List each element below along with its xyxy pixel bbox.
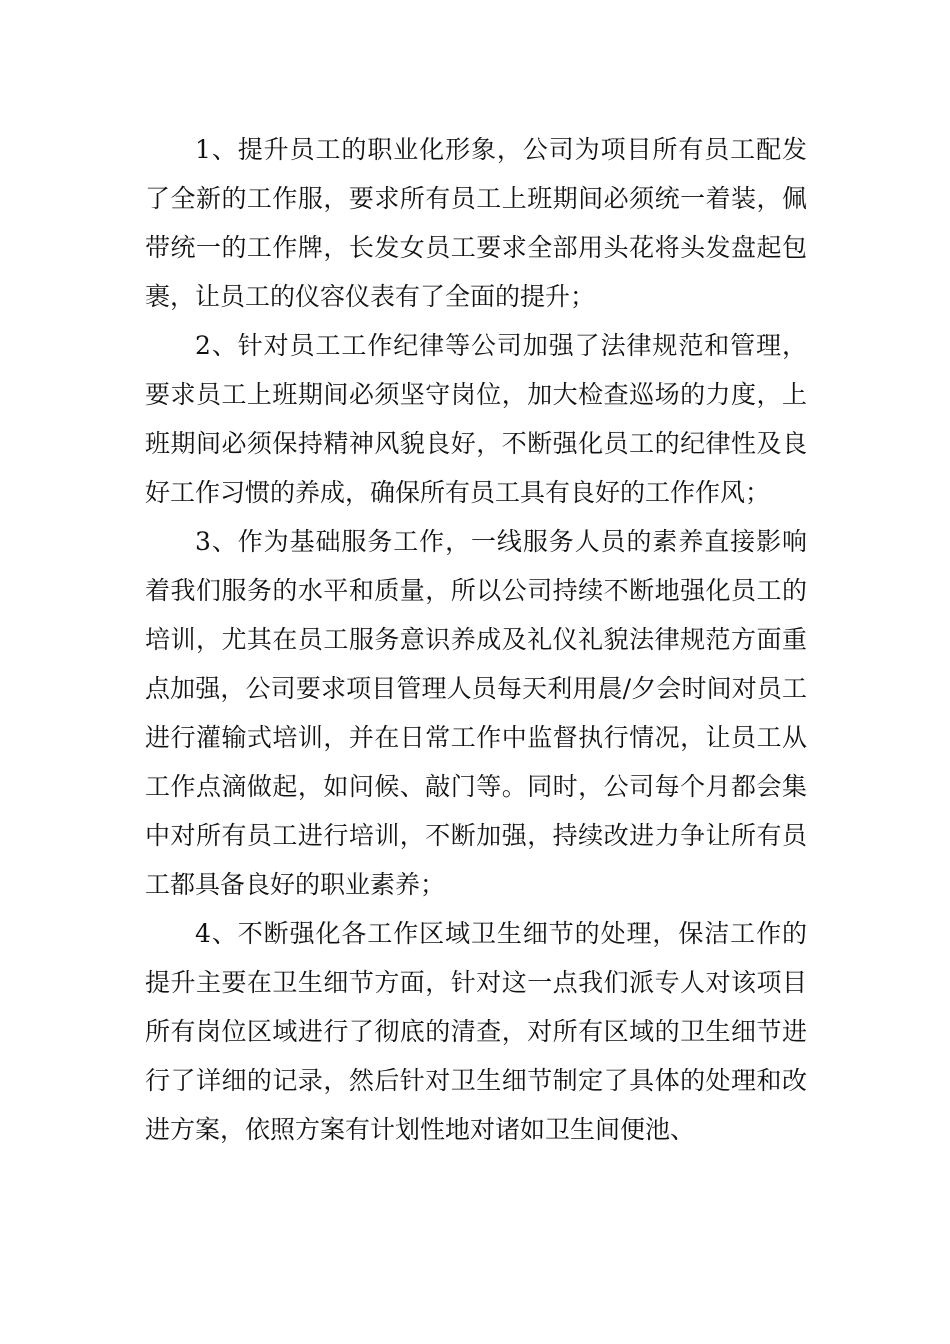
paragraph-4: 4、不断强化各工作区域卫生细节的处理，保洁工作的提升主要在卫生细节方面，针对这一点我们派专人对该项目所有岗位区域进行了彻底的清查，对所有区域的卫生细节进行了详细的记录，然后针对卫生细节制定了具体的处理和改进方案，依照方案有计划性地对诸如卫生间便池、 — [145, 919, 807, 1144]
document-body — [145, 125, 807, 1154]
paragraph-1: 1、提升员工的职业化形象，公司为项目所有员工配发了全新的工作服，要求所有员工上班期间必须统一着装，佩带统一的工作牌，长发女员工要求全部用头花将头发盘起包裹，让员工的仪容仪表有了全面的提升； — [145, 135, 807, 311]
paragraph-3: 3、作为基础服务工作，一线服务人员的素养直接影响着我们服务的水平和质量，所以公司持续不断地强化员工的培训，尤其在员工服务意识养成及礼仪礼貌法律规范方面重点加强，公司要求项目管理人员每天利用晨/夕会时间对员工进行灌输式培训，并在日常工作中监督执行情况，让员工从工作点滴做起，如问候、敲门等。同时，公司每个月都会集中对所有员工进行培训，不断加强，持续改进力争让所有员工都具备良好的职业素养； — [145, 527, 807, 899]
paragraph-2: 2、针对员工工作纪律等公司加强了法律规范和管理，要求员工上班期间必须坚守岗位，加大检查巡场的力度，上班期间必须保持精神风貌良好，不断强化员工的纪律性及良好工作习惯的养成，确保所有员工具有良好的工作作风； — [145, 331, 807, 507]
